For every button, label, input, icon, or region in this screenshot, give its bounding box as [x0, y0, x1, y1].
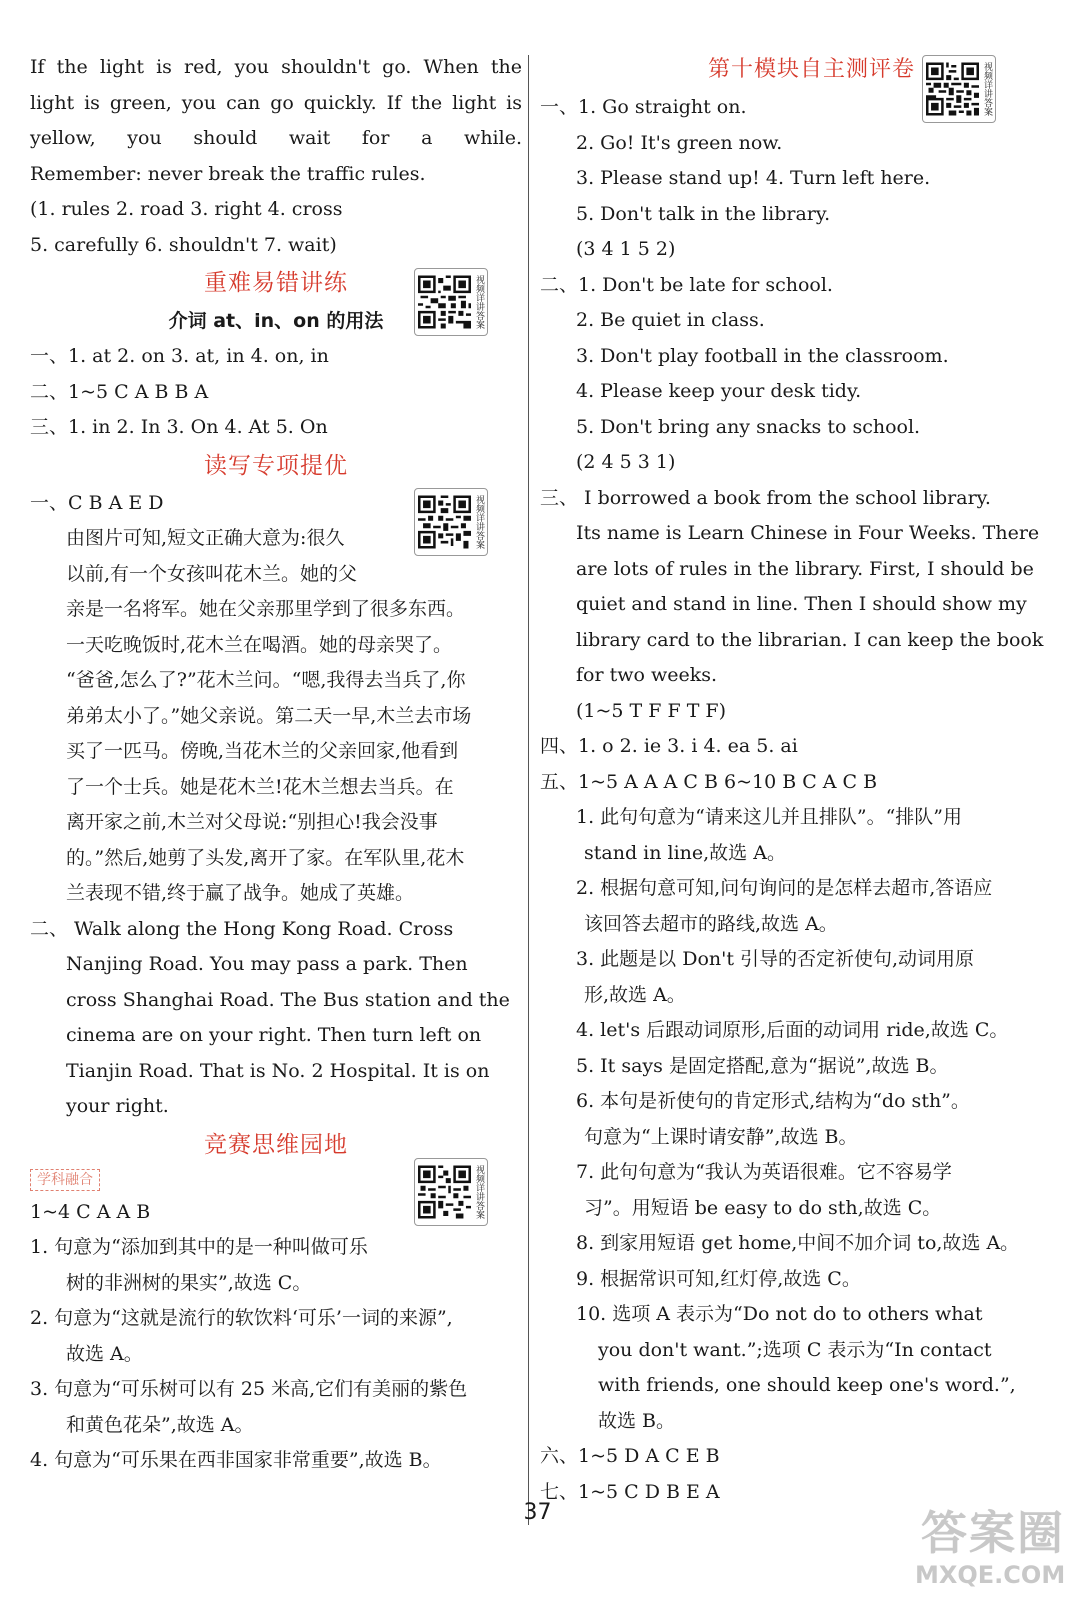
text-line: (1. rules 2. road 3. right 4. cross — [30, 198, 343, 220]
answer-line: 七、1~5 C D B E A — [540, 1480, 720, 1503]
qr-caption: 视频详讲答案 — [474, 275, 484, 329]
answer-line: 2. Be quiet in class. — [576, 309, 765, 331]
text-line: 和黄色花朵”,故选 A。 — [66, 1413, 254, 1436]
watermark-logo: 答案圈 — [921, 1506, 1065, 1560]
text-line: library card to the librarian. I can keep the book — [576, 628, 1044, 651]
text-line: 3. 此题是以 Don't 引导的否定祈使句,动词用原 — [576, 948, 975, 970]
text-line: 由图片可知,短文正确大意为:很久 — [66, 527, 345, 549]
answer-line: 2. Go! It's green now. — [576, 131, 783, 154]
qr-code[interactable] — [414, 268, 488, 336]
text-line: 故选 B。 — [598, 1409, 676, 1432]
answer-line: 5. Don't talk in the library. — [576, 202, 831, 225]
text-line: 一天吃晚饭时,花木兰在喝酒。她的母亲哭了。 — [66, 633, 453, 656]
text-line: for two weeks. — [576, 664, 718, 686]
qr-code-icon — [926, 60, 979, 118]
text-line: cross Shanghai Road. The Bus station and the — [66, 988, 510, 1011]
text-line: 9. 根据常识可知,红灯停,故选 C。 — [576, 1267, 861, 1290]
text-line: Nanjing Road. You may pass a park. Then — [66, 953, 468, 975]
text-line: 树的非洲树的果实”,故选 C。 — [66, 1271, 312, 1294]
qr-caption: 视频详讲答案 — [474, 495, 484, 549]
text-line: 3. 句意为“可乐树可以有 25 米高,它们有美丽的紫色 — [30, 1378, 468, 1400]
text-line: 10. 选项 A 表示为“Do not do to others what — [576, 1303, 983, 1325]
answer-line: 5. Don't bring any snacks to school. — [576, 415, 921, 438]
column-divider — [528, 55, 529, 1525]
text-line: 兰表现不错,终于赢了战争。她成了英雄。 — [66, 882, 415, 904]
text-line: Remember: never break the traffic rules. — [30, 162, 426, 185]
answer-line: 一、C B A E D — [30, 491, 164, 514]
answer-line: (2 4 5 3 1) — [576, 451, 676, 473]
answer-line: 4. Please keep your desk tidy. — [576, 380, 862, 402]
qr-code[interactable] — [414, 1158, 488, 1226]
text-line: 8. 到家用短语 get home,中间不加介词 to,故选 A。 — [576, 1232, 1020, 1254]
qr-code-icon — [418, 273, 471, 331]
watermark — [915, 1505, 1065, 1600]
answer-line: 二、1~5 C A B B A — [30, 380, 209, 403]
text-line: quiet and stand in line. Then I should show my — [576, 593, 1027, 615]
section-heading: 重难易错讲练 — [204, 270, 348, 296]
text-line: 故选 A。 — [66, 1342, 143, 1365]
answer-line: 二、1. Don't be late for school. — [540, 273, 833, 296]
qr-code[interactable] — [922, 55, 996, 123]
answer-line: 三、1. in 2. In 3. On 4. At 5. On — [30, 416, 328, 438]
answer-line: 3. Please stand up! 4. Turn left here. — [576, 167, 931, 189]
text-line: 亲是一名将军。她在父亲那里学到了很多东西。 — [66, 598, 466, 620]
text-line: 离开家之前,木兰对父母说:“别担心!我会没事 — [66, 811, 438, 833]
answer-line: (3 4 1 5 2) — [576, 238, 676, 260]
text-line: 习”。用短语 be easy to do sth,故选 C。 — [584, 1196, 942, 1219]
text-line: 1. 此句句意为“请来这儿并且排队”。“排队”用 — [576, 806, 963, 828]
text-line: 以前,有一个女孩叫花木兰。她的父 — [66, 562, 358, 585]
qr-code-icon — [418, 1163, 471, 1221]
answer-line: 1~4 C A A B — [30, 1200, 151, 1223]
text-line: 二、 Walk along the Hong Kong Road. Cross — [30, 917, 454, 940]
page-number: 37 — [523, 1500, 552, 1525]
text-line: 形,故选 A。 — [584, 983, 686, 1006]
text-line: your right. — [66, 1095, 169, 1117]
text-line: 5. carefully 6. shouldn't 7. wait) — [30, 233, 337, 256]
text-line: are lots of rules in the library. First, I should be — [576, 557, 1034, 580]
answer-line: 六、1~5 D A C E B — [540, 1445, 720, 1467]
text-line: 4. 句意为“可乐果在西非国家非常重要”,故选 B。 — [30, 1449, 442, 1471]
section-heading: 读写专项提优 — [204, 452, 348, 479]
answer-line: 3. Don't play football in the classroom. — [576, 344, 949, 367]
text-line: 句意为“上课时请安静”,故选 B。 — [584, 1125, 858, 1148]
text-line: 2. 根据句意可知,问句询问的是怎样去超市,答语应 — [576, 877, 993, 899]
answer-line: (1~5 T F F T F) — [576, 699, 727, 722]
text-line: Its name is Learn Chinese in Four Weeks. There — [576, 522, 1040, 544]
watermark-url: MXQE.COM — [915, 1561, 1066, 1589]
text-line: 了一个士兵。她是花木兰!花木兰想去当兵。在 — [66, 775, 454, 798]
section-subheading: 介词 at、in、on 的用法 — [168, 310, 384, 332]
text-line: 6. 本句是祈使句的肯定形式,结构为“do sth”。 — [576, 1090, 970, 1112]
text-line: cinema are on your right. Then turn left on — [66, 1024, 482, 1046]
text-line: 7. 此句句意为“我认为英语很难。它不容易学 — [576, 1161, 952, 1183]
text-line: 三、 I borrowed a book from the school library. — [540, 486, 991, 509]
subject-tag: 学科融合 — [30, 1169, 100, 1191]
qr-code-icon — [418, 493, 471, 551]
section-heading: 第十模块自主测评卷 — [707, 57, 915, 82]
answer-line: 四、1. o 2. ie 3. i 4. ea 5. ai — [540, 735, 798, 757]
text-line: 1. 句意为“添加到其中的是一种叫做可乐 — [30, 1236, 368, 1258]
qr-code[interactable] — [414, 488, 488, 556]
text-line: 5. It says 是固定搭配,意为“据说”,故选 B。 — [576, 1054, 949, 1077]
qr-caption: 视频详讲答案 — [982, 62, 992, 116]
text-line: 该回答去超市的路线,故选 A。 — [584, 912, 838, 935]
text-line: 4. let's 后跟动词原形,后面的动词用 ride,故选 C。 — [576, 1019, 1009, 1041]
text-line: 2. 句意为“这就是流行的软饮料‘可乐’一词的来源”, — [30, 1307, 453, 1329]
text-line: yellow, you should wait for a while. — [30, 127, 522, 149]
text-line: 买了一匹马。傍晚,当花木兰的父亲回家,他看到 — [66, 740, 459, 762]
text-line: Tianjin Road. That is No. 2 Hospital. It is on — [66, 1059, 490, 1082]
text-line: light is green, you can go quickly. If the light is — [30, 91, 522, 114]
text-line: stand in line,故选 A。 — [584, 841, 786, 864]
text-line: If the light is red, you shouldn't go. When the — [30, 56, 522, 78]
text-line: “爸爸,怎么了?”花木兰问。“嗯,我得去当兵了,你 — [66, 669, 466, 691]
qr-caption: 视频详讲答案 — [474, 1165, 484, 1219]
answer-line: 五、1~5 A A A C B 6~10 B C A C B — [540, 770, 878, 793]
right-column — [540, 50, 1045, 1510]
text-line: you don't want.”;选项 C 表示为“In contact — [598, 1338, 992, 1361]
text-line: 的。”然后,她剪了头发,离开了家。在军队里,花木 — [66, 846, 465, 869]
section-heading: 竞赛思维园地 — [204, 1131, 348, 1158]
text-line: with friends, one should keep one's word.”, — [598, 1374, 1016, 1396]
text-line: 弟弟太小了。”她父亲说。第二天一早,木兰去市场 — [66, 704, 472, 727]
answer-line: 一、1. Go straight on. — [540, 96, 747, 118]
answer-line: 一、1. at 2. on 3. at, in 4. on, in — [30, 345, 329, 367]
left-column — [30, 50, 522, 1479]
